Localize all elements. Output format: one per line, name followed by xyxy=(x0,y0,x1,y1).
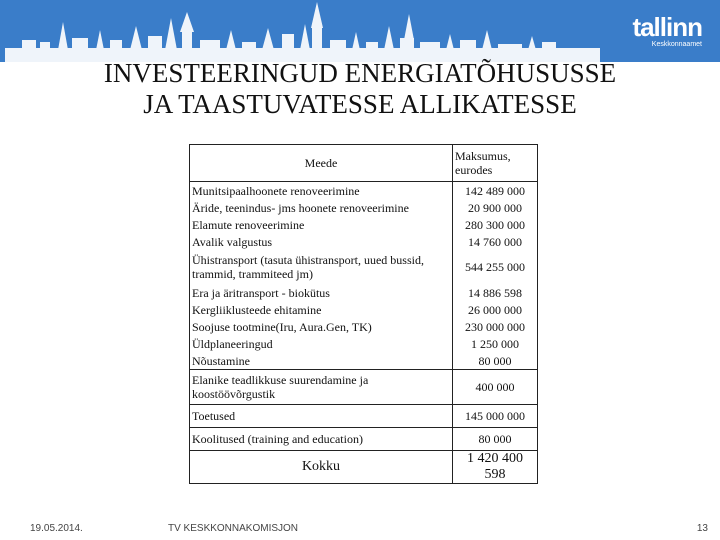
tallinn-logo xyxy=(632,14,702,49)
table-row xyxy=(190,182,538,200)
total-label: Kokku xyxy=(190,451,453,484)
row-measure: Elamute renoveerimine xyxy=(190,216,453,233)
table-row xyxy=(190,216,538,233)
row-cost: 400 000 xyxy=(453,370,538,405)
row-cost: 80 000 xyxy=(453,352,538,370)
footer-organization: TV KESKKONNAKOMISJON xyxy=(168,523,299,534)
row-cost: 544 255 000 xyxy=(453,250,538,284)
row-measure: Koolitused (training and education) xyxy=(190,428,453,451)
row-measure: Nõustamine xyxy=(190,352,453,370)
table-total-row xyxy=(190,451,538,484)
slide-title-line-1: INVESTEERINGUD ENERGIATÕHUSUSSE xyxy=(103,58,617,88)
row-measure: Munitsipaalhoonete renoveerimine xyxy=(190,182,453,200)
row-measure: Üldplaneeringud xyxy=(190,335,453,352)
row-cost: 1 250 000 xyxy=(453,335,538,352)
row-cost: 14 760 000 xyxy=(453,233,538,250)
row-cost: 20 900 000 xyxy=(453,199,538,216)
row-cost: 145 000 000 xyxy=(453,405,538,428)
table-row xyxy=(190,335,538,352)
investment-table xyxy=(189,144,538,484)
row-measure: Ühistransport (tasuta ühistransport, uued bussid, trammid, trammiteed jm) xyxy=(190,250,453,284)
row-cost: 80 000 xyxy=(453,428,538,451)
row-cost: 230 000 000 xyxy=(453,318,538,335)
table-row xyxy=(190,428,538,451)
row-cost: 142 489 000 xyxy=(453,182,538,200)
slide-title-line-2: JA TAASTUVATESSE ALLIKATESSE xyxy=(143,89,577,119)
table-row xyxy=(190,233,538,250)
table-row xyxy=(190,370,538,405)
row-measure: Era ja äritransport - biokütus xyxy=(190,284,453,301)
row-measure: Soojuse tootmine(Iru, Aura.Gen, TK) xyxy=(190,318,453,335)
city-skyline-graphic xyxy=(0,0,600,62)
footer-date: 19.05.2014. xyxy=(30,523,83,534)
header-measure: Meede xyxy=(190,145,453,182)
table-row xyxy=(190,405,538,428)
row-cost: 280 300 000 xyxy=(453,216,538,233)
header-cost-line-2: eurodes xyxy=(455,163,493,177)
row-measure: Toetused xyxy=(190,405,453,428)
table-header-row xyxy=(190,145,538,182)
table-row xyxy=(190,301,538,318)
page-number: 13 xyxy=(696,523,708,534)
row-cost: 26 000 000 xyxy=(453,301,538,318)
header-cost-line-1: Maksumus, xyxy=(455,149,511,163)
table-row xyxy=(190,250,538,284)
table-row xyxy=(190,352,538,370)
row-measure: Äride, teenindus- jms hoonete renoveerimine xyxy=(190,199,453,216)
row-measure: Kergliiklusteede ehitamine xyxy=(190,301,453,318)
row-measure: Avalik valgustus xyxy=(190,233,453,250)
table-row xyxy=(190,199,538,216)
logo-subtitle: Keskkonnaamet xyxy=(651,41,702,48)
header-cost xyxy=(453,145,538,182)
slide-title xyxy=(0,58,720,120)
row-cost: 14 886 598 xyxy=(453,284,538,301)
row-measure: Elanike teadlikkuse suurendamine ja koostöövõrgustik xyxy=(190,370,453,405)
header-banner xyxy=(0,0,720,62)
table-row xyxy=(190,284,538,301)
total-value: 1 420 400 598 xyxy=(453,451,538,484)
logo-wordmark: tallinn xyxy=(632,12,702,42)
table-row xyxy=(190,318,538,335)
